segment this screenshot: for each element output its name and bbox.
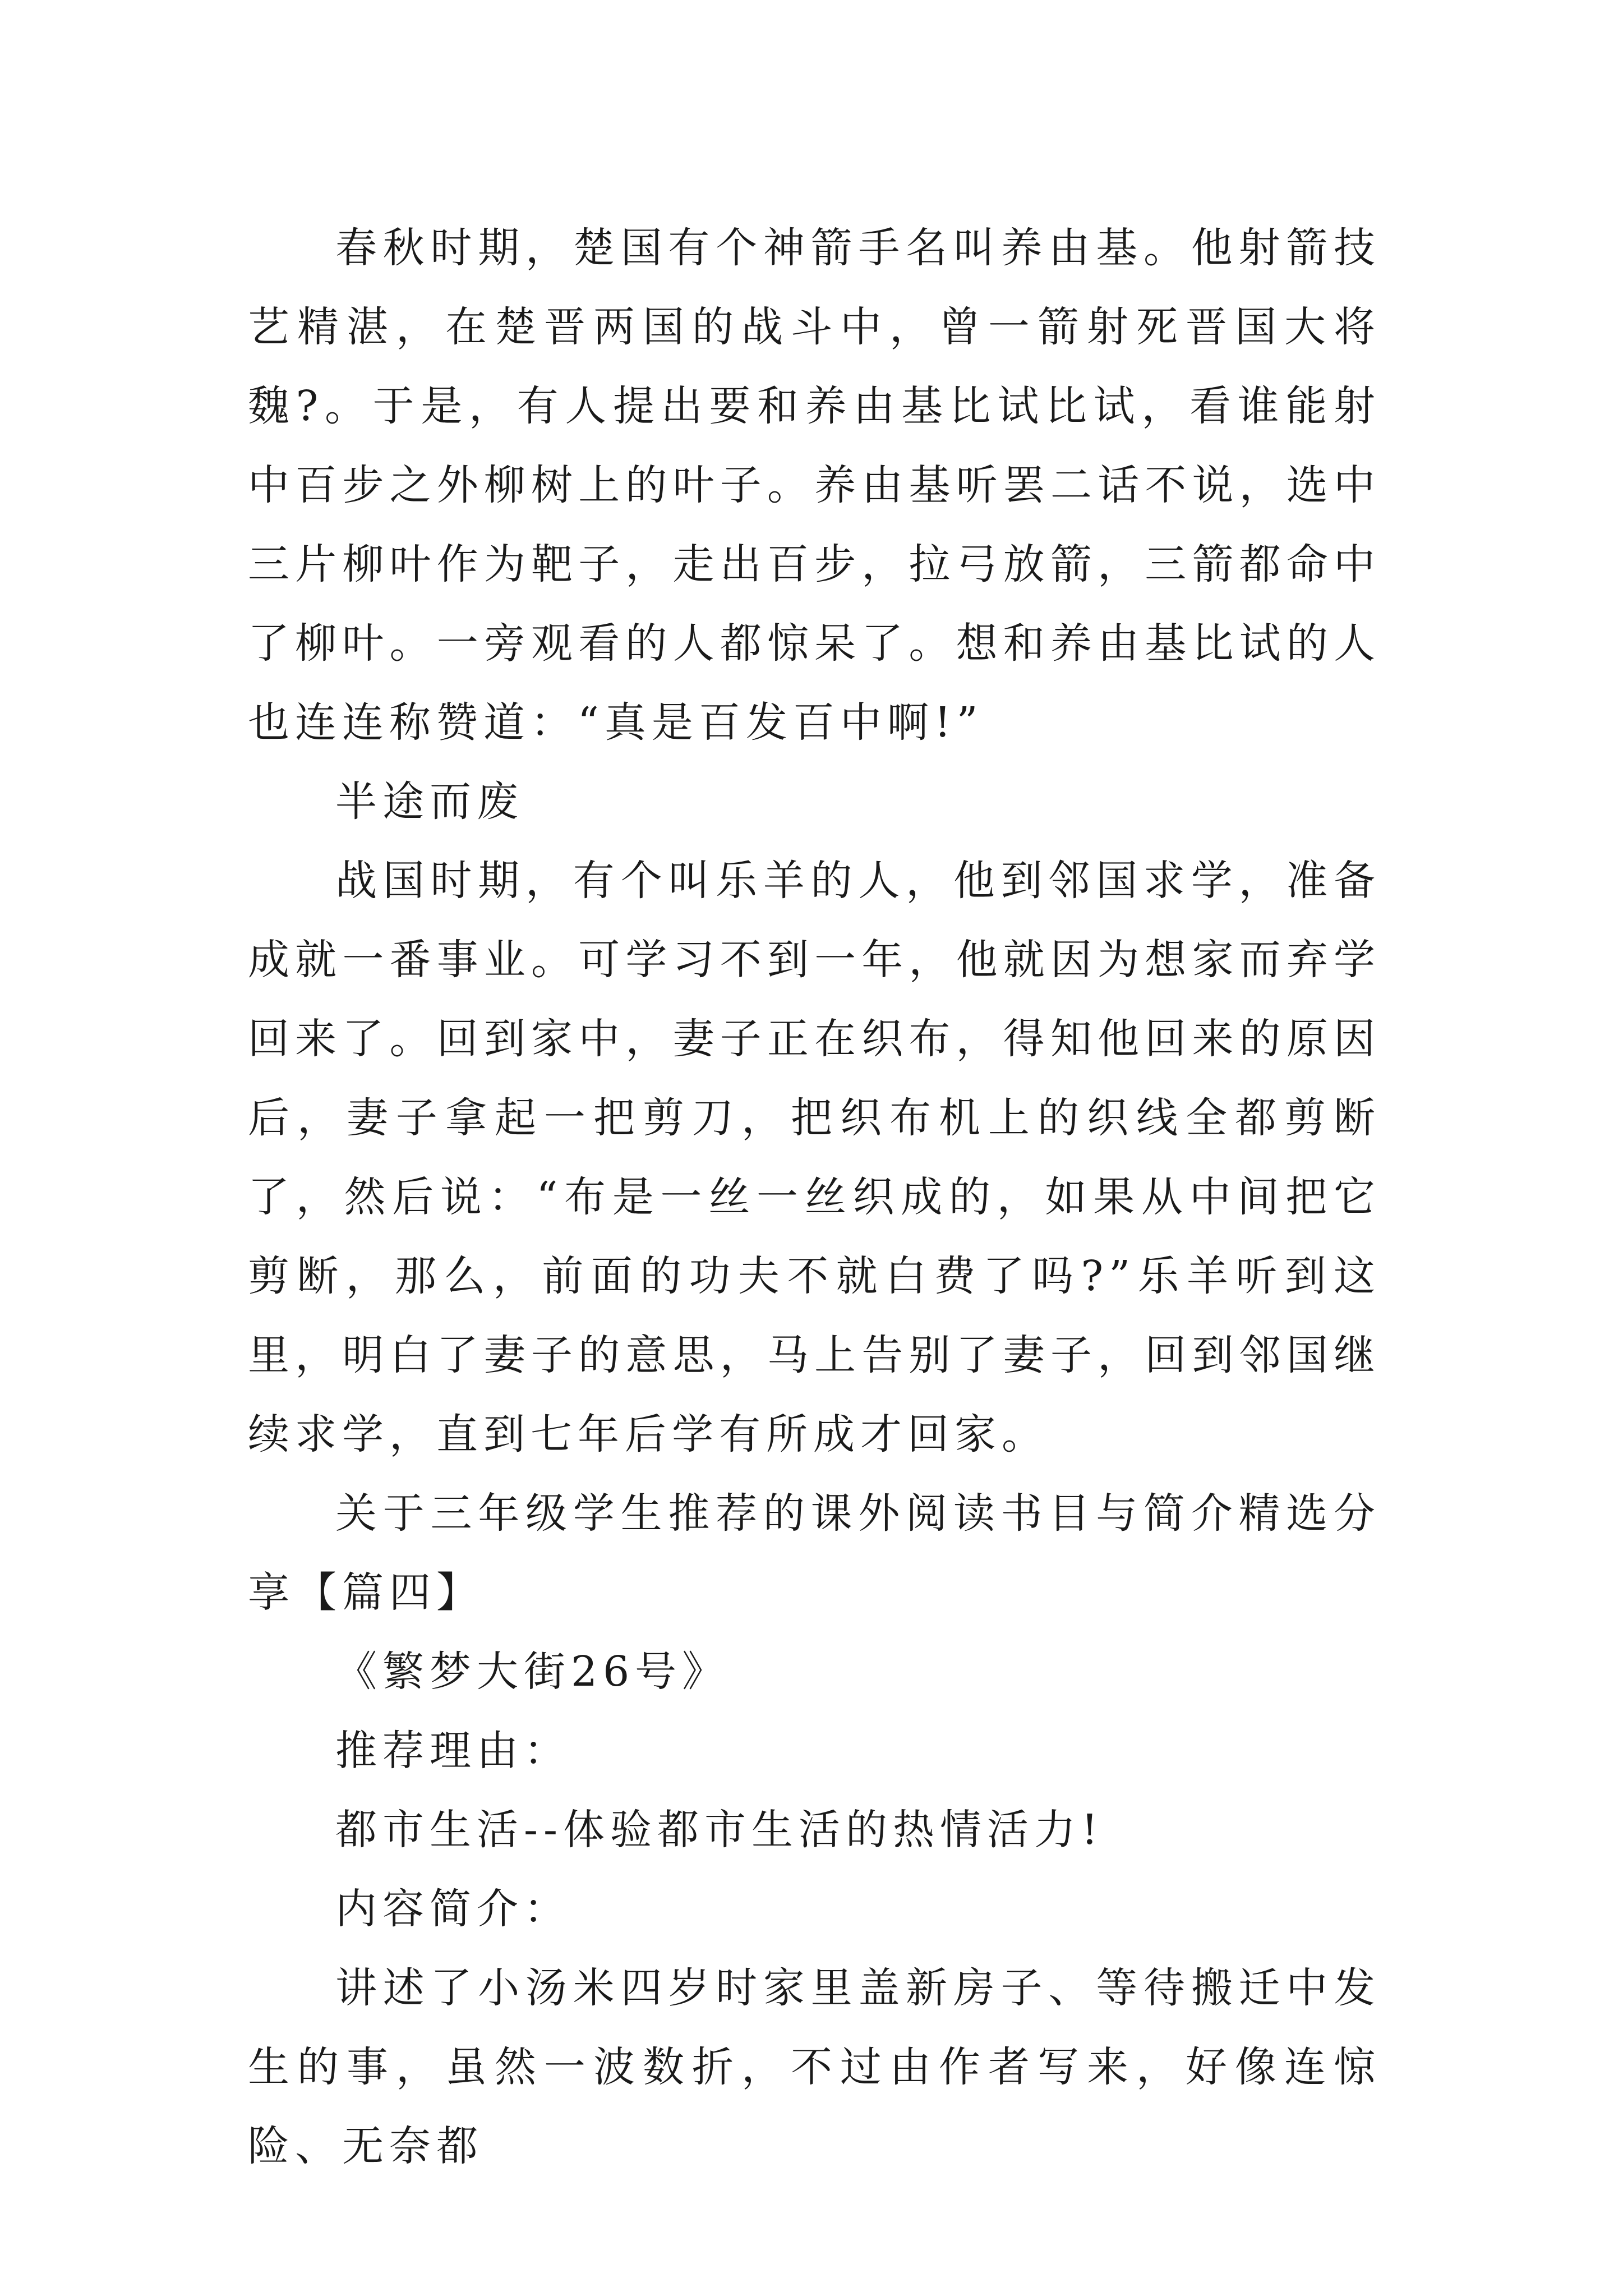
content-summary-text: 讲述了小汤米四岁时家里盖新房子、等待搬迁中发生的事，虽然一波数折，不过由作者写来，好像连惊险、无奈都 xyxy=(248,1964,1381,2170)
document-page xyxy=(248,209,1381,2186)
section-heading-part-four: 关于三年级学生推荐的课外阅读书目与简介精选分享【篇四】 xyxy=(248,1489,1381,1617)
book-title: 《繁梦大街26号》 xyxy=(335,1648,730,1696)
story-paragraph-yang-youji: 春秋时期，楚国有个神箭手名叫养由基。他射箭技艺精湛，在楚晋两国的战斗中，曾一箭射死晋国大将魏?。于是，有人提出要和养由基比试比试，看谁能射中百步之外柳树上的叶子。养由基听罢二话不说，选中三片柳叶作为靶子，走出百步，拉弓放箭，三箭都命中了柳叶。一旁观看的人都惊呆了。想和养由基比试的人也连连称赞道：“真是百发百中啊!” xyxy=(248,224,1381,747)
recommend-reason-text: 都市生活--体验都市生活的热情活力! xyxy=(335,1806,1104,1854)
content-summary-label: 内容简介： xyxy=(335,1885,571,1933)
story-title-bantu-erfei: 半途而废 xyxy=(335,777,524,826)
story-paragraph-yue-yang: 战国时期，有个叫乐羊的人，他到邻国求学，准备成就一番事业。可学习不到一年，他就因为想家而弃学回来了。回到家中，妻子正在织布，得知他回来的原因后，妻子拿起一把剪刀，把织布机上的织线全都剪断了，然后说：“布是一丝一丝织成的，如果从中间把它剪断，那么，前面的功夫不就白费了吗?”乐羊听到这里，明白了妻子的意思，马上告别了妻子，回到邻国继续求学，直到七年后学有所成才回家。 xyxy=(248,857,1381,1458)
recommend-reason-label: 推荐理由： xyxy=(335,1727,571,1775)
